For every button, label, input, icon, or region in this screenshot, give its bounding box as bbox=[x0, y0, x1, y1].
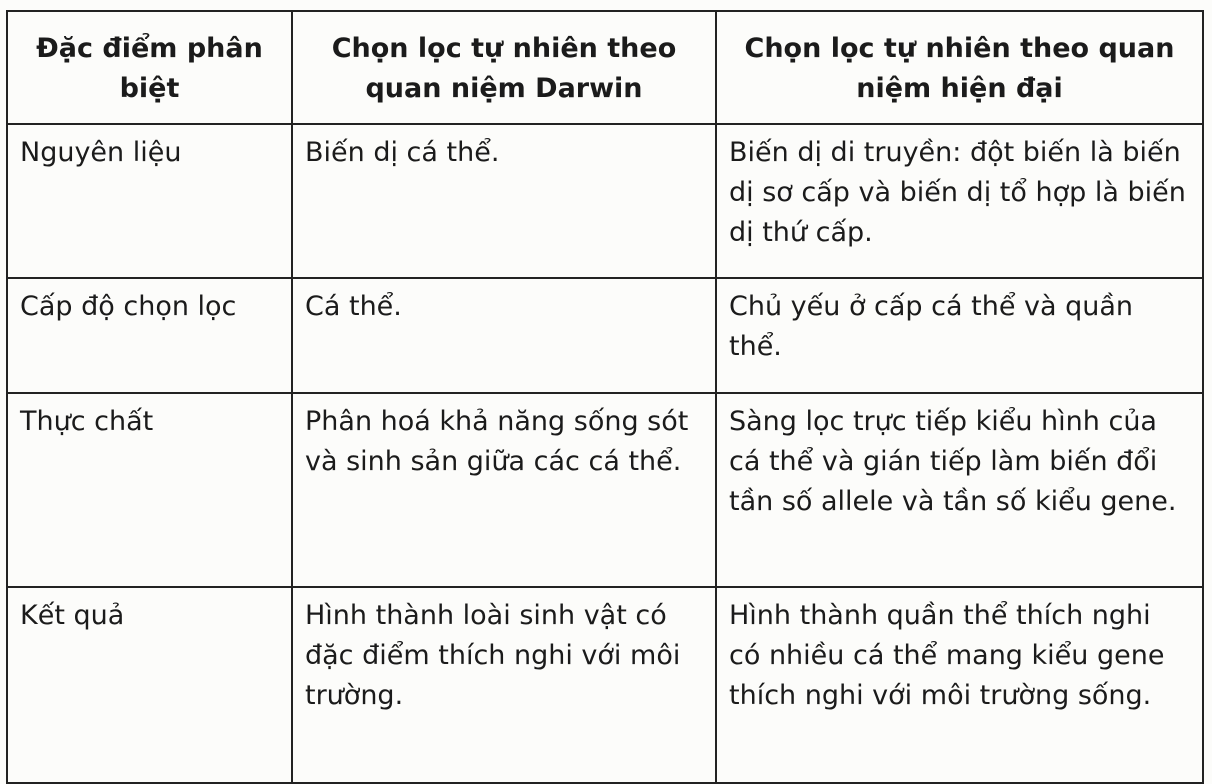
table-row bbox=[7, 278, 1203, 393]
header-darwin: Chọn lọc tự nhiên theo quan niệm Darwin bbox=[292, 11, 716, 124]
row-modern-cell: Hình thành quần thể thích nghi có nhiều cá thể mang kiểu gene thích nghi với môi trường sống. bbox=[716, 587, 1203, 783]
row-darwin-cell: Phân hoá khả năng sống sót và sinh sản giữa các cá thể. bbox=[292, 393, 716, 587]
header-modern: Chọn lọc tự nhiên theo quan niệm hiện đại bbox=[716, 11, 1203, 124]
table-row bbox=[7, 587, 1203, 783]
row-feature-cell: Cấp độ chọn lọc bbox=[7, 278, 292, 393]
table-row bbox=[7, 393, 1203, 587]
row-feature-cell: Kết quả bbox=[7, 587, 292, 783]
table-row bbox=[7, 124, 1203, 278]
row-darwin-cell: Hình thành loài sinh vật có đặc điểm thích nghi với môi trường. bbox=[292, 587, 716, 783]
row-modern-cell: Chủ yếu ở cấp cá thể và quần thể. bbox=[716, 278, 1203, 393]
row-darwin-cell: Biến dị cá thể. bbox=[292, 124, 716, 278]
row-modern-cell: Sàng lọc trực tiếp kiểu hình của cá thể và gián tiếp làm biến đổi tần số allele và tần số kiểu gene. bbox=[716, 393, 1203, 587]
row-feature-cell: Nguyên liệu bbox=[7, 124, 292, 278]
row-darwin-cell: Cá thể. bbox=[292, 278, 716, 393]
row-modern-cell: Biến dị di truyền: đột biến là biến dị sơ cấp và biến dị tổ hợp là biến dị thứ cấp. bbox=[716, 124, 1203, 278]
table-header-row bbox=[7, 11, 1203, 124]
comparison-table bbox=[6, 10, 1204, 784]
header-feature: Đặc điểm phân biệt bbox=[7, 11, 292, 124]
row-feature-cell: Thực chất bbox=[7, 393, 292, 587]
